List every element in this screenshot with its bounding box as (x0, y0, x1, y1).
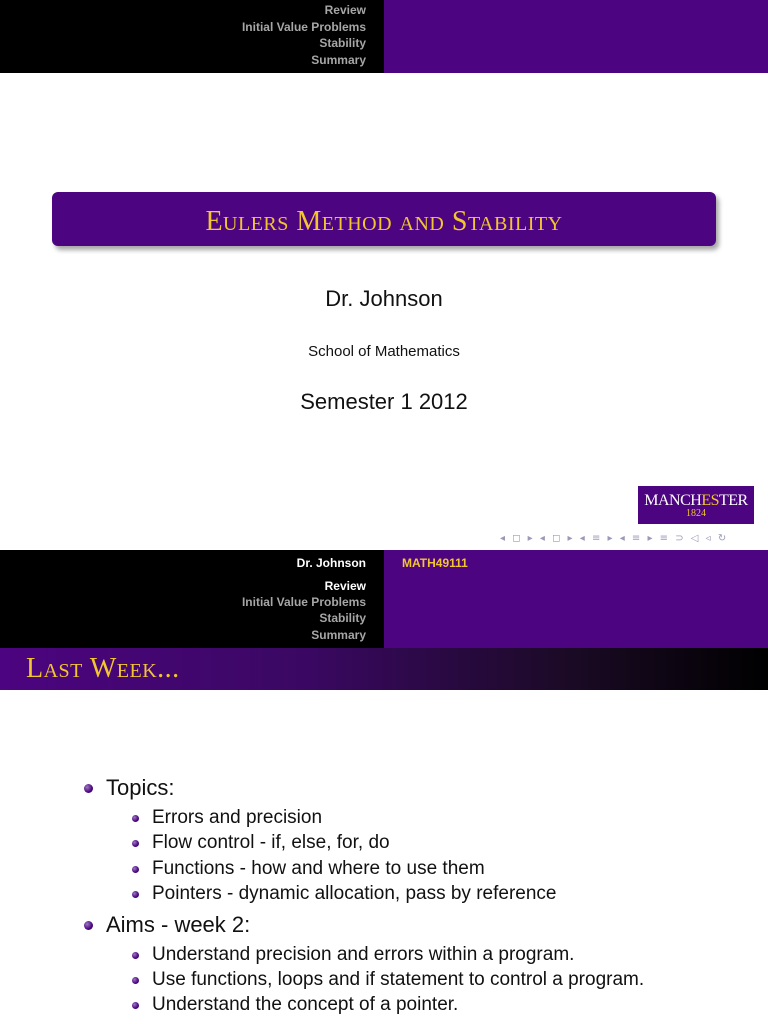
nav-summary[interactable]: Summary (311, 53, 366, 67)
nav-review[interactable]: Review (324, 579, 366, 593)
bullet-icon (84, 784, 93, 793)
bullet-icon (132, 977, 139, 984)
topic-item: Functions - how and where to use them (152, 858, 485, 879)
slide1-header (0, 0, 768, 73)
aim-item: Understand the concept of a pointer. (152, 994, 459, 1015)
bullet-icon (132, 891, 139, 898)
topic-item: Errors and precision (152, 807, 323, 828)
bullet-icon (132, 840, 139, 847)
topic-item: Pointers - dynamic allocation, pass by reference (152, 883, 557, 904)
nav-initial-value-problems[interactable]: Initial Value Problems (241, 20, 366, 34)
presentation-date: Semester 1 2012 (300, 389, 468, 414)
frame-title: Last Week... (26, 653, 180, 684)
topics-heading: Topics: (106, 775, 175, 800)
slide2-header (0, 550, 768, 648)
aim-item: Use functions, loops and if statement to control a program. (152, 969, 645, 990)
bullet-icon (132, 952, 139, 959)
aim-item: Understand precision and errors within a program. (152, 944, 575, 965)
topic-item: Flow control - if, else, for, do (152, 832, 390, 853)
bullet-icon (84, 921, 93, 930)
nav-initial-value-problems[interactable]: Initial Value Problems (241, 595, 366, 609)
presentation-title: Eulers Method and Stability (205, 206, 563, 237)
bullet-icon (132, 815, 139, 822)
header-course-code: MATH49111 (402, 556, 468, 570)
institute-name: School of Mathematics (308, 343, 460, 360)
author-name: Dr. Johnson (325, 286, 443, 311)
aims-heading: Aims - week 2: (106, 912, 251, 937)
header-right-panel (384, 0, 768, 73)
bullet-icon (132, 866, 139, 873)
nav-review[interactable]: Review (324, 3, 366, 17)
beamer-navigation-symbols[interactable]: ◂ ◻ ▸ ◂ ◻ ▸ ◂ ≡ ▸ ◂ ≡ ▸ ≡ ⊃ ◁ ◃ ↻ (500, 533, 729, 544)
nav-summary[interactable]: Summary (311, 628, 366, 642)
frame-title-bar (0, 648, 768, 690)
logo-year: 1824 (686, 508, 706, 519)
logo-wordmark: MANCHESTER (644, 492, 748, 509)
manchester-logo (638, 486, 754, 524)
nav-stability[interactable]: Stability (319, 36, 366, 50)
title-box (52, 192, 716, 246)
nav-stability[interactable]: Stability (319, 611, 366, 625)
header-author: Dr. Johnson (296, 556, 366, 570)
bullet-icon (132, 1002, 139, 1009)
